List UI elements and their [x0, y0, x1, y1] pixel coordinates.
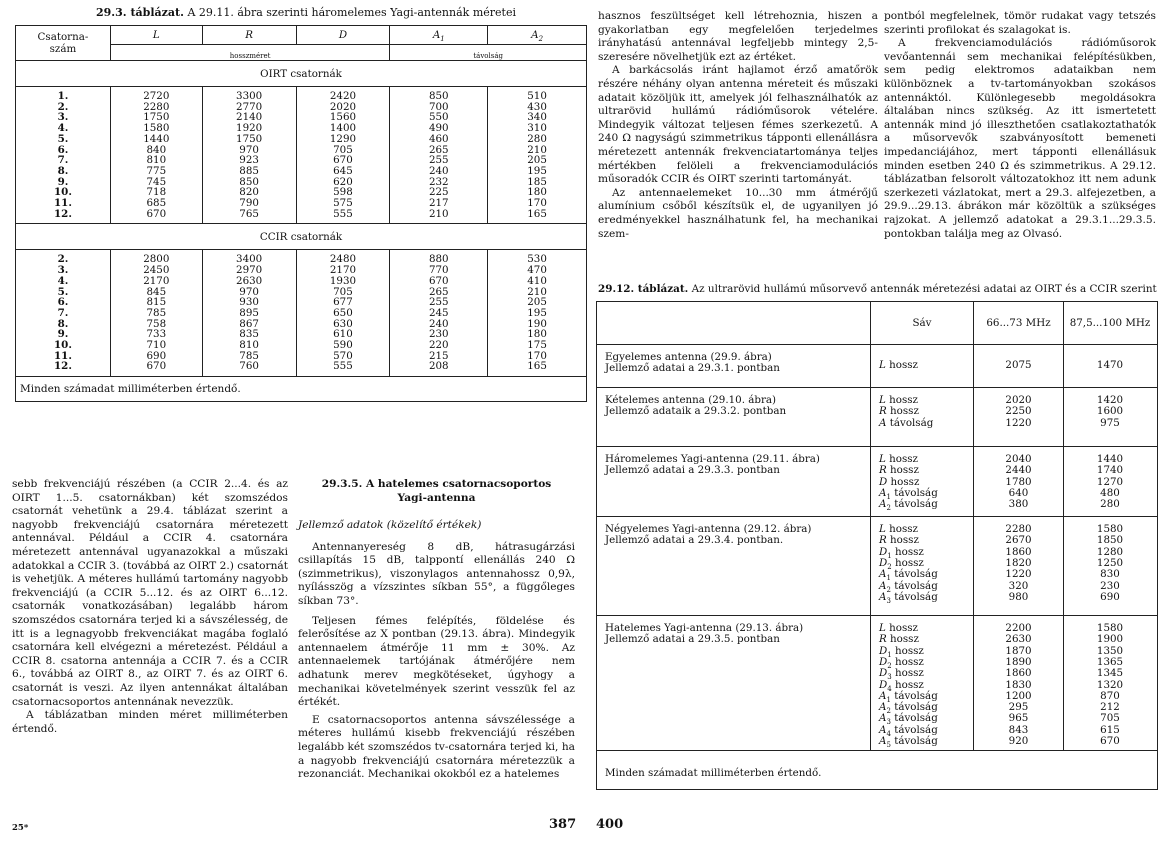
dimension-value: 610: [296, 329, 390, 340]
table-row: [16, 319, 587, 330]
text-column-2: [298, 478, 575, 782]
value-87-100: 1270: [1096, 475, 1124, 488]
oirt-rows: [16, 87, 587, 224]
dimension-value: 718: [110, 187, 202, 198]
channel-number: 4.: [16, 123, 111, 134]
column-header-87-100: 87,5...100 MHz: [1069, 317, 1151, 329]
dimension-value: 280: [488, 134, 587, 145]
antenna-group-name: Hatelemes Yagi-antenna (29.13. ábra): [605, 622, 804, 634]
subheader-tavolsag: távolság: [390, 48, 587, 64]
value-87-100: 1470: [1096, 359, 1124, 371]
value-87-100: 615: [1100, 723, 1120, 736]
dimension-value: 232: [390, 177, 488, 188]
value-87-100: 1580: [1096, 622, 1124, 634]
dimension-value: 670: [390, 276, 488, 287]
dimension-value: 555: [296, 209, 390, 220]
dimension-value: 205: [488, 297, 587, 308]
table-row: [16, 155, 587, 166]
value-66-73: 380: [1008, 498, 1029, 511]
dimension-value: 208: [390, 361, 488, 372]
parameter-label: R hossz: [879, 405, 919, 418]
dimension-value: 340: [488, 112, 587, 123]
dimension-value: 2450: [110, 265, 202, 276]
dimension-value: 210: [488, 287, 587, 298]
channel-number: 5.: [16, 287, 111, 298]
value-87-100: 1440: [1096, 453, 1124, 465]
value-87-100: 1345: [1096, 667, 1124, 680]
dimension-value: 785: [202, 351, 296, 362]
parameter-label: L hossz: [879, 359, 918, 371]
parameter-label: L hossz: [879, 453, 918, 465]
dimension-value: 765: [202, 209, 296, 220]
table-row: [16, 254, 587, 265]
channel-number: 3.: [16, 112, 111, 123]
parameter-label: $D_4$ hossz: [879, 678, 924, 693]
dimension-value: 310: [488, 123, 587, 134]
value-66-73: 1220: [1005, 416, 1032, 429]
dimension-value: 770: [390, 265, 488, 276]
value-66-73: 1200: [1005, 689, 1032, 702]
parameter-label: $A_5$ távolság: [879, 735, 938, 749]
channel-number: 6.: [16, 145, 111, 156]
parameter-label: $D_1$ hossz: [879, 545, 924, 560]
ccir-rows: [16, 250, 587, 377]
dimension-value: 2170: [110, 276, 202, 287]
table-row: [16, 134, 587, 145]
value-87-100: 1280: [1096, 545, 1124, 558]
dimension-value: 785: [110, 308, 202, 319]
antenna-group-name: Kételemes antenna (29.10. ábra): [605, 394, 777, 406]
dimension-value: 815: [110, 297, 202, 308]
table-29-3-footnote: Minden számadat milliméterben értendő.: [16, 377, 587, 402]
dimension-value: 555: [296, 361, 390, 372]
table-29-12-caption: 29.12. táblázat. Az ultrarövid hullámú műsorvevő antennák méretezési adatai az OIRT és a CCIR szerint: [598, 283, 1157, 295]
table-row: [16, 340, 587, 351]
dimension-value: 165: [488, 209, 587, 220]
channel-number: 4.: [16, 276, 111, 287]
subheader-hosszmeret: hosszméret: [110, 48, 389, 64]
dimension-value: 1580: [110, 123, 202, 134]
paragraph: A barkácsolás iránt hajlamot érző amatőrök részére néhány olyan antenna méreteit és műszaki adatait közöljük itt, amelyek jól felhasználhatók az ultrarövid hullámú rádióműsorok vételére. Mindegyik változat teljesen fémes szerkezetű. A 240 Ω nagyságú szimmetrikus tápponti ellenállásra méretezett antennák frekvenciatartománya teljes mértékben felöleli a frekvenciamodulációs műsoradók CCIR és OIRT szerinti tartományát.: [598, 64, 878, 186]
dimension-value: 190: [488, 319, 587, 330]
dimension-value: 240: [390, 319, 488, 330]
parameter-label: $A_3$ távolság: [879, 590, 938, 605]
value-87-100: 705: [1100, 712, 1120, 725]
table-row: [16, 112, 587, 123]
channel-number: 12.: [16, 209, 111, 220]
table-row: [16, 91, 587, 102]
dimension-value: 1400: [296, 123, 390, 134]
dimension-value: 710: [110, 340, 202, 351]
value-87-100: 1600: [1096, 405, 1124, 418]
table-row: [16, 276, 587, 287]
dimension-value: 205: [488, 155, 587, 166]
dimension-value: 2170: [296, 265, 390, 276]
dimension-value: 630: [296, 319, 390, 330]
table-row: [16, 351, 587, 362]
antenna-group-name: Egyelemes antenna (29.9. ábra): [605, 351, 772, 363]
antenna-group-name: Négyelemes Yagi-antenna (29.12. ábra): [605, 523, 812, 535]
dimension-value: 220: [390, 340, 488, 351]
dimension-value: 265: [390, 145, 488, 156]
dimension-value: 240: [390, 166, 488, 177]
table-row: [16, 361, 587, 372]
dimension-value: 255: [390, 297, 488, 308]
section-heading: 29.3.5. A hatelemes csatornacsoportos Yagi-antenna: [321, 478, 552, 504]
dimension-value: 3300: [202, 91, 296, 102]
dimension-value: 670: [110, 209, 202, 220]
value-87-100: 670: [1100, 735, 1120, 747]
dimension-value: 690: [110, 351, 202, 362]
paragraph: Antennanyereség 8 dB, hátrasugárzási csillapítás 15 dB, talppontí ellenállás 240 Ω (szimmetrikus), viszonylagos antennahossz 0,9λ, nyílásszög a vízszintes síkban 55°, a függőleges síkban 73°.: [298, 540, 575, 607]
table-row: [16, 102, 587, 113]
dimension-value: 885: [202, 166, 296, 177]
dimension-value: 2020: [296, 102, 390, 113]
value-87-100: 975: [1100, 416, 1120, 429]
parameter-label: A távolság: [879, 416, 934, 429]
paragraph: A frekvenciamodulációs rádióműsorok vevőantennái sem mechanikai felépítésükben, sem pedig elektromos adataikban nem különböznek a tv-tartományokban szokásos antennáktól. Különlegesebb megoldásokra általában nincs szükség. Az itt ismertetett antennák mind jó illeszthetően csatlakoztathatók a műsorvevők szabványosított bemeneti impedanciájához, mert tápponti ellenállásuk minden esetben 240 Ω és szimmetrikus. A 29.12. táblázatban felsorolt változatokhoz itt nem adunk szerkezeti vázlatokat, mert a 29.3. alfejezetben, a 29.9...29.13. ábrákon már közöltük a szükséges rajzokat. A jellemző adatokat a 29.3.1...29.3.5. pontokban találja meg az Olvasó.: [884, 37, 1156, 240]
value-66-73: 1820: [1005, 556, 1032, 569]
value-66-73: 2075: [1005, 359, 1032, 371]
dimension-value: 217: [390, 198, 488, 209]
dimension-value: 895: [202, 308, 296, 319]
dimension-value: 185: [488, 177, 587, 188]
dimension-value: 1440: [110, 134, 202, 145]
dimension-value: 590: [296, 340, 390, 351]
dimension-value: 677: [296, 297, 390, 308]
value-87-100: 480: [1100, 486, 1120, 499]
value-87-100: 870: [1100, 689, 1120, 702]
table-row: [16, 308, 587, 319]
column-header-A1: $A_1$: [390, 26, 488, 45]
dimension-value: 790: [202, 198, 296, 209]
section-ccir: CCIR csatornák: [16, 224, 587, 250]
dimension-value: 705: [296, 287, 390, 298]
value-66-73: 2020: [1005, 394, 1032, 406]
dimension-value: 2970: [202, 265, 296, 276]
table-row: [16, 177, 587, 188]
paragraph: E csatornacsoportos antenna sávszélessége a méteres hullámú kisebb frekvenciájú részében legalább két szomszédos tv-csatornára terjed ki, ha a nagyobb frekvenciájú csatornára méretezzük a rezonanciát. Mechanikai okokból ez a hatelemes: [298, 713, 575, 781]
dimension-value: 1750: [110, 112, 202, 123]
table-29-3: [15, 25, 587, 402]
dimension-value: 670: [110, 361, 202, 372]
dimension-value: 550: [390, 112, 488, 123]
channel-number: 11.: [16, 351, 111, 362]
table-29-3-caption: 29.3. táblázat. A 29.11. ábra szerinti háromelemes Yagi-antennák méretei: [96, 6, 516, 19]
channel-number: 7.: [16, 308, 111, 319]
dimension-value: 195: [488, 308, 587, 319]
dimension-value: 745: [110, 177, 202, 188]
value-66-73: 2440: [1005, 464, 1032, 477]
dimension-value: 2720: [110, 91, 202, 102]
dimension-value: 1750: [202, 134, 296, 145]
dimension-value: 410: [488, 276, 587, 287]
value-87-100: 230: [1100, 579, 1120, 592]
table-row: [16, 297, 587, 308]
dimension-value: 1930: [296, 276, 390, 287]
table-row: [16, 287, 587, 298]
dimension-value: 245: [390, 308, 488, 319]
column-header-L: L: [110, 26, 202, 45]
dimension-value: 845: [110, 287, 202, 298]
value-87-100: 1365: [1096, 655, 1124, 668]
table-row: [16, 198, 587, 209]
dimension-value: 430: [488, 102, 587, 113]
channel-number: 6.: [16, 297, 111, 308]
dimension-value: 850: [390, 91, 488, 102]
value-66-73: 965: [1008, 712, 1029, 725]
parameter-label: $A_3$ távolság: [879, 712, 938, 727]
dimension-value: 970: [202, 145, 296, 156]
paragraph: A táblázatban minden méret milliméterben értendő.: [12, 709, 288, 735]
parameter-label: D hossz: [879, 475, 920, 488]
dimension-value: 1560: [296, 112, 390, 123]
dimension-value: 835: [202, 329, 296, 340]
dimension-value: 470: [488, 265, 587, 276]
paragraph: Teljesen fémes felépítés, földelése és felerősítése az X pontban (29.13. ábra). Mindegyik antennaelem átmérője 11 mm ± 30%. Az antennaelemek tartójának átmérőjére nem adhatunk merev megkötéseket, úgyhogy a mechanikai követelmények szerint vesszük fel az értékét.: [298, 614, 575, 709]
dimension-value: 650: [296, 308, 390, 319]
dimension-value: 2140: [202, 112, 296, 123]
parameter-label: R hossz: [879, 464, 919, 477]
column-header-D: D: [296, 26, 390, 45]
value-66-73: 1860: [1005, 545, 1032, 558]
dimension-value: 210: [390, 209, 488, 220]
table-29-12-footnote: Minden számadat milliméterben értendő.: [605, 766, 822, 779]
dimension-value: 705: [296, 145, 390, 156]
parameter-label: R hossz: [879, 633, 919, 646]
value-66-73: 320: [1008, 579, 1029, 592]
channel-number: 9.: [16, 177, 111, 188]
parameter-label: $D_3$ hossz: [879, 667, 924, 682]
value-87-100: 1740: [1096, 464, 1124, 477]
dimension-value: 810: [110, 155, 202, 166]
dimension-value: 530: [488, 254, 587, 265]
dimension-value: 255: [390, 155, 488, 166]
dimension-value: 970: [202, 287, 296, 298]
antenna-group-desc: Jellemző adatai a 29.3.1. pontban: [605, 362, 780, 375]
parameter-label: R hossz: [879, 534, 919, 547]
dimension-value: 758: [110, 319, 202, 330]
table-row: [16, 145, 587, 156]
dimension-value: 2480: [296, 254, 390, 265]
signature-mark: 25*: [12, 823, 29, 833]
table-row: [16, 123, 587, 134]
channel-number: 2.: [16, 102, 111, 113]
text-column-1: [12, 478, 288, 736]
value-87-100: 1900: [1096, 633, 1124, 646]
parameter-label: $A_1$ távolság: [879, 486, 938, 501]
dimension-value: 867: [202, 319, 296, 330]
subheading: Jellemző adatok (közelítő értékek): [298, 519, 482, 531]
column-header-A2: $A_2$: [488, 26, 587, 45]
value-66-73: 2630: [1005, 633, 1032, 646]
channel-number: 10.: [16, 187, 111, 198]
column-header-R: R: [202, 26, 296, 45]
channel-number: 9.: [16, 329, 111, 340]
paragraph: sebb frekvenciájú részében (a CCIR 2...4. és az OIRT 1...5. csatornákban) két szomszédos csatornát vehetünk a 29.4. táblázat szerint a nagyobb frekvenciájú csatornára méretezett antennával. Például a CCIR 4. csatornára méretezett antennával ugyanazokkal a műszaki adatokkal a CCIR 3. (továbbá az OIRT 2.) csatornát is vehetjük. A méteres hullámú tartomány nagyobb frekvenciájú (a CCIR 5...12. és az OIRT 6...12. csatornák vonatkozásában) legalább három szomszédos csatornára terjed ki a sávszélesség, de itt is a legnagyobb frekvenciákat magába foglaló csatornára kell elvégezni a méretezést. Például a CCIR 8. csatorna antennája a CCIR 7. és a CCIR 6., továbbá az OIRT 8., az OIRT 7. és az OIRT 6. csatornát is veszi. Az ilyen antennákat általában csatornacsoportos antennának nevezzük.: [12, 478, 288, 708]
table-row: [16, 265, 587, 276]
paragraph: pontból megfelelnek, tömör rudakat vagy tetszés szerinti profilokat és szalagokat is.: [884, 10, 1156, 36]
dimension-value: 598: [296, 187, 390, 198]
column-header-66-73: 66...73 MHz: [986, 317, 1051, 329]
dimension-value: 620: [296, 177, 390, 188]
value-66-73: 2040: [1005, 453, 1032, 465]
value-87-100: 690: [1100, 590, 1120, 603]
column-header-sav: Sáv: [912, 317, 932, 329]
value-66-73: 295: [1008, 701, 1029, 714]
parameter-label: L hossz: [879, 394, 918, 406]
dimension-value: 820: [202, 187, 296, 198]
value-66-73: 843: [1008, 723, 1029, 736]
dimension-value: 760: [202, 361, 296, 372]
value-66-73: 2200: [1005, 622, 1032, 634]
value-66-73: 1220: [1005, 568, 1032, 581]
channel-number: 8.: [16, 319, 111, 330]
table-row: [16, 329, 587, 340]
dimension-value: 2800: [110, 254, 202, 265]
dimension-value: 700: [390, 102, 488, 113]
dimension-value: 733: [110, 329, 202, 340]
dimension-value: 210: [488, 145, 587, 156]
channel-number: 8.: [16, 166, 111, 177]
parameter-label: $A_2$ távolság: [879, 701, 938, 716]
parameter-label: L hossz: [879, 622, 918, 634]
channel-number: 11.: [16, 198, 111, 209]
dimension-value: 265: [390, 287, 488, 298]
dimension-value: 923: [202, 155, 296, 166]
parameter-label: $D_1$ hossz: [879, 644, 924, 659]
dimension-value: 225: [390, 187, 488, 198]
parameter-label: $A_1$ távolság: [879, 689, 938, 704]
parameter-label: $A_1$ távolság: [879, 568, 938, 583]
value-66-73: 2250: [1005, 405, 1032, 418]
dimension-value: 930: [202, 297, 296, 308]
dimension-value: 195: [488, 166, 587, 177]
dimension-value: 810: [202, 340, 296, 351]
value-87-100: 830: [1100, 568, 1120, 581]
antenna-group-desc: Jellemző adatai a 29.3.5. pontban: [605, 633, 780, 646]
value-66-73: 980: [1008, 590, 1029, 603]
dimension-value: 215: [390, 351, 488, 362]
dimension-value: 645: [296, 166, 390, 177]
channel-number: 5.: [16, 134, 111, 145]
dimension-value: 880: [390, 254, 488, 265]
dimension-value: 490: [390, 123, 488, 134]
antenna-group-name: Háromelemes Yagi-antenna (29.11. ábra): [605, 453, 820, 465]
dimension-value: 510: [488, 91, 587, 102]
page-number-387: 387: [549, 817, 577, 832]
parameter-label: $D_2$ hossz: [879, 655, 924, 670]
value-66-73: 1890: [1005, 655, 1032, 668]
dimension-value: 1920: [202, 123, 296, 134]
column-header-channel: Csatorna- szám: [16, 26, 111, 61]
parameter-label: $A_2$ távolság: [879, 579, 938, 594]
channel-number: 2.: [16, 254, 111, 265]
value-87-100: 1580: [1096, 523, 1124, 535]
value-66-73: 1780: [1005, 475, 1032, 488]
value-66-73: 1860: [1005, 667, 1032, 680]
value-87-100: 1250: [1096, 556, 1124, 569]
parameter-label: $D_2$ hossz: [879, 556, 924, 571]
dimension-value: 570: [296, 351, 390, 362]
table-29-12: [596, 301, 1158, 790]
dimension-value: 840: [110, 145, 202, 156]
dimension-value: 170: [488, 351, 587, 362]
dimension-value: 180: [488, 329, 587, 340]
value-66-73: 2280: [1005, 523, 1032, 535]
dimension-value: 775: [110, 166, 202, 177]
channel-number: 1.: [16, 91, 111, 102]
dimension-value: 2280: [110, 102, 202, 113]
channel-number: 3.: [16, 265, 111, 276]
dimension-value: 2770: [202, 102, 296, 113]
dimension-value: 2630: [202, 276, 296, 287]
value-87-100: 1420: [1096, 394, 1124, 406]
dimension-value: 2420: [296, 91, 390, 102]
value-87-100: 1850: [1096, 534, 1124, 547]
table-row: [16, 209, 587, 220]
dimension-value: 850: [202, 177, 296, 188]
value-87-100: 212: [1100, 701, 1120, 714]
dimension-value: 1290: [296, 134, 390, 145]
table-row: [16, 187, 587, 198]
dimension-value: 3400: [202, 254, 296, 265]
paragraph: hasznos feszültséget kell létrehoznia, hiszen a gyakorlatban egy megfelelően terjedelmes irányhatású antennával legfeljebb mintegy 2,5-szeresére növelhetjük ezt az értéket.: [598, 10, 878, 63]
dimension-value: 170: [488, 198, 587, 209]
dimension-value: 175: [488, 340, 587, 351]
value-66-73: 1830: [1005, 678, 1032, 691]
channel-number: 10.: [16, 340, 111, 351]
antenna-group-desc: Jellemző adataik a 29.3.2. pontban: [605, 405, 787, 418]
parameter-label: L hossz: [879, 523, 918, 535]
channel-number: 12.: [16, 361, 111, 372]
table-row: [16, 166, 587, 177]
dimension-value: 575: [296, 198, 390, 209]
value-87-100: 1350: [1096, 644, 1124, 657]
antenna-group-desc: Jellemző adatai a 29.3.3. pontban: [605, 464, 780, 477]
text-column-3: [598, 10, 878, 241]
dimension-value: 460: [390, 134, 488, 145]
dimension-value: 230: [390, 329, 488, 340]
value-87-100: 1320: [1096, 678, 1124, 691]
channel-number: 7.: [16, 155, 111, 166]
dimension-value: 180: [488, 187, 587, 198]
section-oirt: OIRT csatornák: [16, 61, 587, 87]
value-87-100: 280: [1100, 498, 1120, 511]
page-number-400: 400: [596, 817, 624, 832]
antenna-group-desc: Jellemző adatai a 29.3.4. pontban.: [605, 534, 784, 547]
text-column-4: [884, 10, 1156, 241]
value-66-73: 1870: [1005, 644, 1032, 657]
value-66-73: 640: [1008, 486, 1029, 499]
value-66-73: 920: [1008, 735, 1029, 747]
dimension-value: 165: [488, 361, 587, 372]
value-66-73: 2670: [1005, 534, 1032, 547]
dimension-value: 685: [110, 198, 202, 209]
parameter-label: $A_2$ távolság: [879, 498, 938, 513]
paragraph: Az antennaelemeket 10...30 mm átmérőjű alumínium csőből készítsük el, de ugyanilyen jó eredményekkel használhatunk fel, ha mechanikai szem-: [598, 186, 878, 240]
dimension-value: 670: [296, 155, 390, 166]
parameter-label: $A_4$ távolság: [879, 723, 938, 738]
